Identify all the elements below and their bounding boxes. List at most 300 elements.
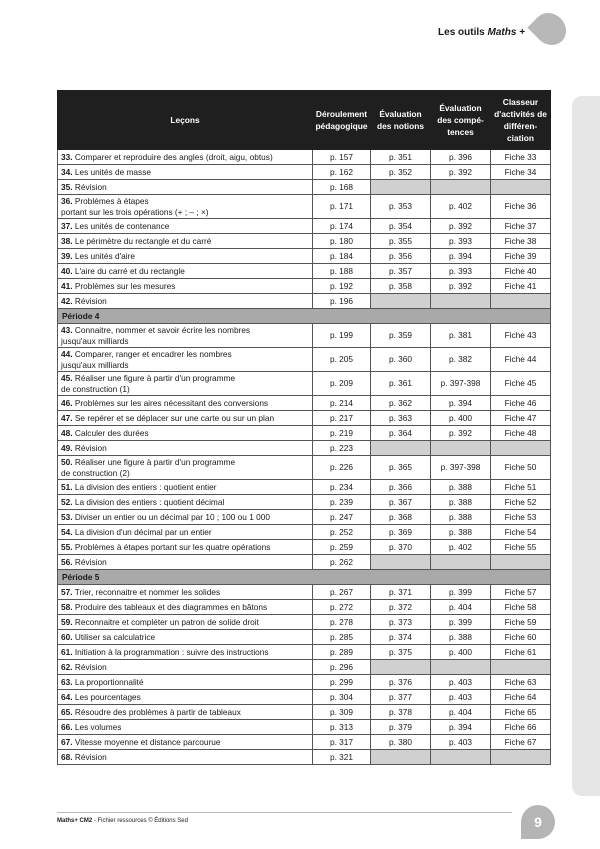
- page-competences-cell: p. 388: [431, 480, 491, 495]
- page-competences-cell: p. 397-398: [431, 456, 491, 480]
- page-notions-cell: p. 361: [371, 372, 431, 396]
- lesson-title: Reconnaitre et compléter un patron de solide droit: [74, 616, 259, 627]
- lesson-number: 41.: [61, 280, 73, 291]
- fiche-cell: Fiche 54: [491, 525, 551, 540]
- page-notions-cell: p. 376: [371, 675, 431, 690]
- table-row: [58, 720, 551, 735]
- lesson-title: Produire des tableaux et des diagrammes en bâtons: [74, 601, 268, 612]
- table-row: [58, 600, 551, 615]
- page-competences-cell: p. 404: [431, 705, 491, 720]
- page-deroulement-cell: p. 321: [313, 750, 371, 765]
- table-row: [58, 705, 551, 720]
- page-competences-cell: p. 382: [431, 348, 491, 372]
- lesson-number: 44.: [61, 348, 73, 359]
- lesson-title: La division des entiers : quotient décimal: [74, 496, 225, 507]
- header-drop-shape: [527, 6, 572, 51]
- lesson-title: Réaliser une figure à partir d'un programme de construction (2): [61, 456, 236, 478]
- fiche-cell: Fiche 55: [491, 540, 551, 555]
- fiche-cell: Fiche 50: [491, 456, 551, 480]
- table-row: [58, 372, 551, 396]
- fiche-cell: Fiche 45: [491, 372, 551, 396]
- page-deroulement-cell: p. 267: [313, 585, 371, 600]
- page-deroulement-cell: p. 171: [313, 195, 371, 219]
- page-deroulement-cell: p. 214: [313, 396, 371, 411]
- lesson-title: Résoudre des problèmes à partir de tableaux: [74, 706, 241, 717]
- lesson-number: 66.: [61, 721, 73, 732]
- page-deroulement-cell: p. 205: [313, 348, 371, 372]
- lesson-number: 47.: [61, 412, 73, 423]
- lesson-cell: [58, 411, 313, 426]
- fiche-cell: Fiche 37: [491, 219, 551, 234]
- lesson-title: La proportionnalité: [74, 676, 144, 687]
- page-notions-cell: p. 377: [371, 690, 431, 705]
- page-notions-cell: p. 364: [371, 426, 431, 441]
- lesson-title: Révision: [74, 751, 107, 762]
- fiche-cell: Fiche 60: [491, 630, 551, 645]
- table-row: [58, 675, 551, 690]
- lesson-cell: [58, 720, 313, 735]
- table-row: [58, 690, 551, 705]
- page-notions-cell: p. 353: [371, 195, 431, 219]
- lesson-number: 64.: [61, 691, 73, 702]
- lesson-title: Les unités de masse: [74, 166, 151, 177]
- fiche-cell: Fiche 34: [491, 165, 551, 180]
- page-notions-cell: p. 379: [371, 720, 431, 735]
- lesson-number: 58.: [61, 601, 73, 612]
- page-competences-cell: p. 399: [431, 585, 491, 600]
- page-competences-cell: p. 388: [431, 495, 491, 510]
- lesson-cell: [58, 372, 313, 396]
- page-notions-cell: p. 359: [371, 324, 431, 348]
- lesson-number: 65.: [61, 706, 73, 717]
- page-notions-cell: p. 368: [371, 510, 431, 525]
- page-competences-cell: p. 394: [431, 720, 491, 735]
- page-deroulement-cell: p. 223: [313, 441, 371, 456]
- page-notions-cell: p. 365: [371, 456, 431, 480]
- lesson-number: 56.: [61, 556, 73, 567]
- lesson-number: 45.: [61, 372, 73, 383]
- page-deroulement-cell: p. 239: [313, 495, 371, 510]
- page-deroulement-cell: p. 289: [313, 645, 371, 660]
- fiche-cell: Fiche 65: [491, 705, 551, 720]
- table-row: [58, 294, 551, 309]
- page-notions-cell: p. 363: [371, 411, 431, 426]
- period-label: Période 4: [58, 309, 551, 324]
- table-row: [58, 411, 551, 426]
- lesson-cell: [58, 180, 313, 195]
- page-competences-cell: p. 402: [431, 540, 491, 555]
- page-deroulement-cell: p. 226: [313, 456, 371, 480]
- fiche-cell: [491, 750, 551, 765]
- lessons-table: [57, 90, 551, 765]
- table-row: [58, 150, 551, 165]
- header-lecons: Leçons: [58, 91, 313, 150]
- table-row: [58, 615, 551, 630]
- lesson-cell: [58, 426, 313, 441]
- page-deroulement-cell: p. 259: [313, 540, 371, 555]
- table-row: [58, 495, 551, 510]
- page-notions-cell: p. 371: [371, 585, 431, 600]
- table-row: [58, 750, 551, 765]
- lesson-title: Révision: [74, 661, 107, 672]
- page-notions-cell: p. 356: [371, 249, 431, 264]
- page-deroulement-cell: p. 299: [313, 675, 371, 690]
- page-deroulement-cell: p. 309: [313, 705, 371, 720]
- lesson-cell: [58, 510, 313, 525]
- table-row: [58, 264, 551, 279]
- lesson-title: Comparer et reproduire des angles (droit, aigu, obtus): [74, 151, 273, 162]
- lesson-title: Révision: [74, 295, 107, 306]
- page-deroulement-cell: p. 180: [313, 234, 371, 249]
- lesson-title: Problèmes à étapes portant sur les quatre opérations: [74, 541, 271, 552]
- lesson-title: La division des entiers : quotient entier: [74, 481, 217, 492]
- page-notions-cell: p. 354: [371, 219, 431, 234]
- page-competences-cell: [431, 750, 491, 765]
- lesson-title: Utiliser sa calculatrice: [74, 631, 156, 642]
- page-deroulement-cell: p. 272: [313, 600, 371, 615]
- table-row: [58, 348, 551, 372]
- lesson-cell: [58, 705, 313, 720]
- lesson-number: 52.: [61, 496, 73, 507]
- lesson-title: Problèmes sur les mesures: [74, 280, 176, 291]
- lesson-title: Diviser un entier ou un décimal par 10 ; 100 ou 1 000: [74, 511, 270, 522]
- page-notions-cell: p. 366: [371, 480, 431, 495]
- fiche-cell: Fiche 44: [491, 348, 551, 372]
- lesson-cell: [58, 660, 313, 675]
- lesson-number: 55.: [61, 541, 73, 552]
- lesson-cell: [58, 456, 313, 480]
- page-deroulement-cell: p. 188: [313, 264, 371, 279]
- page-notions-cell: [371, 294, 431, 309]
- page-deroulement-cell: p. 196: [313, 294, 371, 309]
- lesson-cell: [58, 294, 313, 309]
- page-deroulement-cell: p. 252: [313, 525, 371, 540]
- page-notions-cell: p. 380: [371, 735, 431, 750]
- page-competences-cell: p. 402: [431, 195, 491, 219]
- page-deroulement-cell: p. 285: [313, 630, 371, 645]
- header-classeur: Classeur d'activités de différen-ciation: [491, 91, 551, 150]
- lesson-number: 62.: [61, 661, 73, 672]
- table-body: [58, 150, 551, 765]
- page-deroulement-cell: p. 247: [313, 510, 371, 525]
- page-competences-cell: [431, 555, 491, 570]
- fiche-cell: Fiche 52: [491, 495, 551, 510]
- lesson-title: Se repérer et se déplacer sur une carte ou sur un plan: [74, 412, 275, 423]
- page-deroulement-cell: p. 209: [313, 372, 371, 396]
- lesson-number: 49.: [61, 442, 73, 453]
- page-competences-cell: p. 396: [431, 150, 491, 165]
- page-deroulement-cell: p. 157: [313, 150, 371, 165]
- table-row: [58, 660, 551, 675]
- page-notions-cell: p. 372: [371, 600, 431, 615]
- footer-divider: [57, 812, 512, 813]
- page-notions-cell: p. 367: [371, 495, 431, 510]
- page-deroulement-cell: p. 192: [313, 279, 371, 294]
- table-row: [58, 324, 551, 348]
- table-row: [58, 480, 551, 495]
- lesson-number: 36.: [61, 195, 73, 206]
- lesson-number: 33.: [61, 151, 73, 162]
- fiche-cell: Fiche 47: [491, 411, 551, 426]
- page-deroulement-cell: p. 162: [313, 165, 371, 180]
- lesson-cell: [58, 324, 313, 348]
- lesson-number: 34.: [61, 166, 73, 177]
- page-competences-cell: p. 403: [431, 735, 491, 750]
- fiche-cell: [491, 555, 551, 570]
- table-row: [58, 456, 551, 480]
- page-notions-cell: p. 378: [371, 705, 431, 720]
- page-competences-cell: [431, 180, 491, 195]
- fiche-cell: [491, 441, 551, 456]
- header-title: Les outils Maths +: [438, 27, 525, 38]
- header-evaluation-notions: Évaluation des notions: [371, 91, 431, 150]
- page-competences-cell: p. 381: [431, 324, 491, 348]
- page-competences-cell: p. 388: [431, 630, 491, 645]
- lesson-number: 37.: [61, 220, 73, 231]
- fiche-cell: Fiche 66: [491, 720, 551, 735]
- page-notions-cell: p. 375: [371, 645, 431, 660]
- lesson-cell: [58, 264, 313, 279]
- lesson-number: 39.: [61, 250, 73, 261]
- table-row: [58, 441, 551, 456]
- table-row: [58, 510, 551, 525]
- page-competences-cell: p. 394: [431, 396, 491, 411]
- side-tab: [572, 96, 600, 796]
- lesson-cell: [58, 165, 313, 180]
- table-row: [58, 279, 551, 294]
- fiche-cell: Fiche 40: [491, 264, 551, 279]
- page-notions-cell: p. 370: [371, 540, 431, 555]
- fiche-cell: Fiche 39: [491, 249, 551, 264]
- page-notions-cell: p. 351: [371, 150, 431, 165]
- lesson-cell: [58, 495, 313, 510]
- lesson-title: Les volumes: [74, 721, 122, 732]
- lesson-number: 54.: [61, 526, 73, 537]
- lesson-cell: [58, 675, 313, 690]
- lesson-title: Calculer des durées: [74, 427, 149, 438]
- lesson-title: Connaitre, nommer et savoir écrire les nombres jusqu'aux milliards: [61, 324, 251, 346]
- fiche-cell: [491, 180, 551, 195]
- lesson-title: Révision: [74, 181, 107, 192]
- table-row: [58, 585, 551, 600]
- lesson-title: Les unités de contenance: [74, 220, 170, 231]
- page-notions-cell: [371, 750, 431, 765]
- page-competences-cell: p. 392: [431, 426, 491, 441]
- page-competences-cell: p. 397-398: [431, 372, 491, 396]
- page-deroulement-cell: p. 184: [313, 249, 371, 264]
- period-row: [58, 309, 551, 324]
- lesson-title: Trier, reconnaitre et nommer les solides: [74, 586, 221, 597]
- lesson-cell: [58, 441, 313, 456]
- lesson-title: Initiation à la programmation : suivre des instructions: [74, 646, 269, 657]
- lesson-number: 63.: [61, 676, 73, 687]
- lesson-cell: [58, 630, 313, 645]
- lesson-cell: [58, 195, 313, 219]
- page-deroulement-cell: p. 219: [313, 426, 371, 441]
- page-competences-cell: p. 393: [431, 234, 491, 249]
- page-competences-cell: p. 403: [431, 690, 491, 705]
- footer-text: Maths+ CM2 - Fichier ressources © Éditions Sed: [57, 818, 188, 824]
- page-deroulement-cell: p. 199: [313, 324, 371, 348]
- page-notions-cell: p. 373: [371, 615, 431, 630]
- lesson-cell: [58, 525, 313, 540]
- page-competences-cell: [431, 660, 491, 675]
- lesson-title: Vitesse moyenne et distance parcourue: [74, 736, 221, 747]
- lesson-title: Les unités d'aire: [74, 250, 136, 261]
- page-notions-cell: p. 355: [371, 234, 431, 249]
- lesson-cell: [58, 585, 313, 600]
- lesson-cell: [58, 750, 313, 765]
- page-competences-cell: p. 388: [431, 510, 491, 525]
- lesson-cell: [58, 480, 313, 495]
- page-deroulement-cell: p. 317: [313, 735, 371, 750]
- lesson-cell: [58, 555, 313, 570]
- page-deroulement-cell: p. 262: [313, 555, 371, 570]
- fiche-cell: Fiche 36: [491, 195, 551, 219]
- fiche-cell: Fiche 43: [491, 324, 551, 348]
- fiche-cell: Fiche 67: [491, 735, 551, 750]
- page-notions-cell: p. 360: [371, 348, 431, 372]
- page-deroulement-cell: p. 313: [313, 720, 371, 735]
- page-deroulement-cell: p. 174: [313, 219, 371, 234]
- lesson-cell: [58, 645, 313, 660]
- page-competences-cell: p. 394: [431, 249, 491, 264]
- lesson-title: Problèmes à étapes portant sur les trois opérations (+ ; – ; ×): [61, 195, 209, 217]
- page-competences-cell: p. 403: [431, 675, 491, 690]
- table-row: [58, 195, 551, 219]
- page-competences-cell: p. 392: [431, 219, 491, 234]
- page-deroulement-cell: p. 278: [313, 615, 371, 630]
- lesson-number: 51.: [61, 481, 73, 492]
- lesson-number: 42.: [61, 295, 73, 306]
- lesson-cell: [58, 600, 313, 615]
- lesson-number: 60.: [61, 631, 73, 642]
- table-row: [58, 735, 551, 750]
- table-row: [58, 426, 551, 441]
- lesson-number: 48.: [61, 427, 73, 438]
- lesson-cell: [58, 540, 313, 555]
- page-notions-cell: [371, 555, 431, 570]
- page-notions-cell: [371, 441, 431, 456]
- header-evaluation-competences: Évaluation des compé-tences: [431, 91, 491, 150]
- period-label: Période 5: [58, 570, 551, 585]
- page-notions-cell: [371, 180, 431, 195]
- fiche-cell: Fiche 46: [491, 396, 551, 411]
- fiche-cell: Fiche 38: [491, 234, 551, 249]
- period-row: [58, 570, 551, 585]
- table-row: [58, 525, 551, 540]
- lesson-cell: [58, 735, 313, 750]
- table-header-row: [58, 91, 551, 150]
- page-notions-cell: p. 352: [371, 165, 431, 180]
- lesson-title: Révision: [74, 556, 107, 567]
- table-row: [58, 234, 551, 249]
- lesson-cell: [58, 279, 313, 294]
- lesson-number: 38.: [61, 235, 73, 246]
- page-notions-cell: p. 357: [371, 264, 431, 279]
- fiche-cell: Fiche 48: [491, 426, 551, 441]
- lesson-number: 40.: [61, 265, 73, 276]
- fiche-cell: [491, 660, 551, 675]
- table-row: [58, 630, 551, 645]
- page-notions-cell: p. 374: [371, 630, 431, 645]
- lesson-number: 50.: [61, 456, 73, 467]
- lesson-title: Réaliser une figure à partir d'un programme de construction (1): [61, 372, 236, 394]
- lesson-title: L'aire du carré et du rectangle: [74, 265, 185, 276]
- page-competences-cell: p. 399: [431, 615, 491, 630]
- fiche-cell: Fiche 51: [491, 480, 551, 495]
- table-row: [58, 555, 551, 570]
- fiche-cell: Fiche 59: [491, 615, 551, 630]
- page-competences-cell: p. 388: [431, 525, 491, 540]
- lesson-number: 43.: [61, 324, 73, 335]
- lesson-cell: [58, 219, 313, 234]
- page-competences-cell: p. 392: [431, 165, 491, 180]
- table-row: [58, 219, 551, 234]
- lesson-cell: [58, 615, 313, 630]
- page-competences-cell: [431, 441, 491, 456]
- page-deroulement-cell: p. 296: [313, 660, 371, 675]
- page-notions-cell: [371, 660, 431, 675]
- lesson-number: 59.: [61, 616, 73, 627]
- page-competences-cell: [431, 294, 491, 309]
- page-competences-cell: p. 400: [431, 645, 491, 660]
- page-notions-cell: p. 369: [371, 525, 431, 540]
- fiche-cell: Fiche 64: [491, 690, 551, 705]
- fiche-cell: Fiche 63: [491, 675, 551, 690]
- fiche-cell: Fiche 33: [491, 150, 551, 165]
- page-notions-cell: p. 362: [371, 396, 431, 411]
- lesson-cell: [58, 348, 313, 372]
- lesson-title: Les pourcentages: [74, 691, 141, 702]
- page-deroulement-cell: p. 168: [313, 180, 371, 195]
- table-row: [58, 180, 551, 195]
- fiche-cell: Fiche 61: [491, 645, 551, 660]
- page-competences-cell: p. 393: [431, 264, 491, 279]
- lesson-title: Révision: [74, 442, 107, 453]
- header-deroulement: Déroulement pédagogique: [313, 91, 371, 150]
- page-notions-cell: p. 358: [371, 279, 431, 294]
- table-row: [58, 645, 551, 660]
- lesson-number: 35.: [61, 181, 73, 192]
- lesson-title: Le périmètre du rectangle et du carré: [74, 235, 212, 246]
- fiche-cell: [491, 294, 551, 309]
- lesson-cell: [58, 150, 313, 165]
- page-number: 9: [521, 805, 555, 839]
- table-row: [58, 396, 551, 411]
- lesson-number: 53.: [61, 511, 73, 522]
- table-row: [58, 540, 551, 555]
- lesson-cell: [58, 249, 313, 264]
- page-competences-cell: p. 404: [431, 600, 491, 615]
- table-row: [58, 165, 551, 180]
- fiche-cell: Fiche 41: [491, 279, 551, 294]
- lesson-cell: [58, 396, 313, 411]
- page-deroulement-cell: p. 304: [313, 690, 371, 705]
- lesson-number: 57.: [61, 586, 73, 597]
- lesson-title: La division d'un décimal par un entier: [74, 526, 212, 537]
- page-competences-cell: p. 400: [431, 411, 491, 426]
- lesson-title: Problèmes sur les aires nécessitant des conversions: [74, 397, 269, 408]
- fiche-cell: Fiche 58: [491, 600, 551, 615]
- lesson-title: Comparer, ranger et encadrer les nombres jusqu'aux milliards: [61, 348, 232, 370]
- table-row: [58, 249, 551, 264]
- lesson-number: 61.: [61, 646, 73, 657]
- lesson-cell: [58, 690, 313, 705]
- lesson-cell: [58, 234, 313, 249]
- page-competences-cell: p. 392: [431, 279, 491, 294]
- lesson-number: 67.: [61, 736, 73, 747]
